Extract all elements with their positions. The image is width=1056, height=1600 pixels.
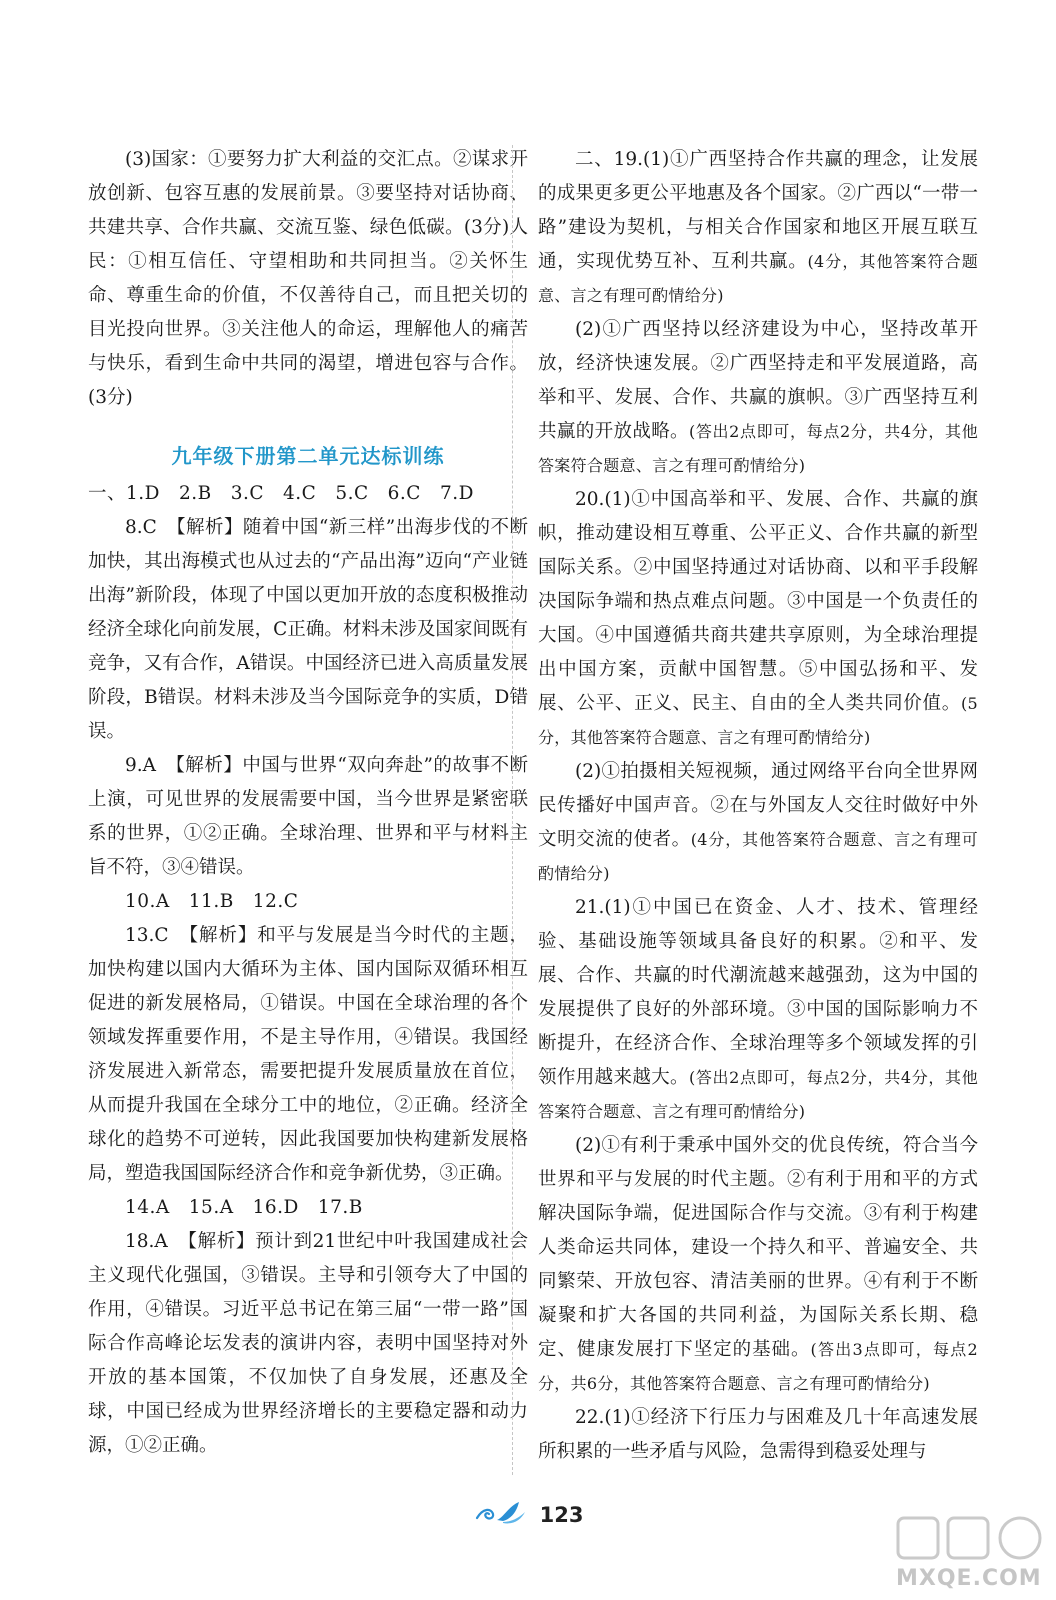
- answer-q21-2: [538, 1129, 978, 1401]
- butterfly-ornament-icon: [473, 1500, 529, 1530]
- scoring-note-q19-1: (4分，其他答案符合题意、言之有理可酌情给分): [538, 252, 978, 305]
- watermark-logo: [896, 1514, 1046, 1592]
- watermark-text: MXQE.COM: [896, 1566, 1042, 1591]
- answer-q19-2: [538, 313, 978, 483]
- answer-q18: 18.A 【解析】预计到21世纪中叶我国建成社会主义现代化强国，③错误。主导和引领夸大了中国的作用，④错误。习近平总书记在第三届“一带一路”国际合作高峰论坛发表的演讲内容，表明中国坚持对外开放的基本国策，不仅加快了自身发展，还惠及全球，中国已经成为世界经济增长的主要稳定器和动力源，①②正确。: [88, 1231, 528, 1456]
- answer-q22-1: 22.(1)①经济下行压力与困难及几十年高速发展所积累的一些矛盾与风险，急需得到稳妥处理与: [538, 1407, 978, 1462]
- answer-q21-1-text: 21.(1)①中国已在资金、人才、技术、管理经验、基础设施等领域具备良好的积累。②和平、发展、合作、共赢的时代潮流越来越强劲，这为中国的发展提供了良好的外部环境。③中国的国际影响力不断提升，在经济合作、全球治理等多个领域发挥的引领作用越来越大。: [538, 897, 978, 1088]
- answer-q20-2: [538, 755, 978, 891]
- left-column: [88, 143, 528, 1463]
- answer-q9: 9.A 【解析】中国与世界“双向奔赴”的故事不断上演，可见世界的发展需要中国，当今世界是紧密联系的世界，①②正确。全球治理、世界和平与材料主旨不符，③④错误。: [88, 755, 528, 878]
- paragraph-q17-3: (3)国家：①要努力扩大利益的交汇点。②谋求开放创新、包容互惠的发展前景。③要坚持对话协商、共建共享、合作共赢、交流互鉴、绿色低碳。(3分)人民：①相互信任、守望相助和共同担当。②关怀生命、尊重生命的价值，不仅善待自己，而且把关切的目光投向世界。③关注他人的命运，理解他人的痛苦与快乐，看到生命中共同的渴望，增进包容与合作。(3分): [88, 149, 528, 408]
- answer-q20-1: [538, 483, 978, 755]
- watermark-logo-icon: [896, 1514, 1046, 1562]
- answer-q13: 13.C 【解析】和平与发展是当今时代的主题，加快构建以国内大循环为主体、国内国际双循环相互促进的新发展格局，①错误。中国在全球治理的各个领域发挥重要作用，不是主导作用，④错误。我国经济发展进入新常态，需要把提升发展质量放在首位，从而提升我国在全球分工中的地位，②正确。经济全球化的趋势不可逆转，因此我国要加快构建新发展格局，塑造我国国际经济合作和竞争新优势，③正确。: [88, 925, 528, 1184]
- page-number: 123: [539, 1503, 584, 1527]
- answer-q19-1: [538, 143, 978, 313]
- scoring-note-q20-2: (4分，其他答案符合题意、言之有理可酌情给分): [538, 830, 978, 883]
- answer-q20-2-text: (2)①拍摄相关短视频，通过网络平台向全世界网民传播好中国声音。②在与外国友人交往时做好中外文明交流的使者。: [538, 761, 978, 850]
- scoring-note-q21-2: (答出3点即可，每点2分，共6分，其他答案符合题意、言之有理可酌情给分): [538, 1340, 978, 1393]
- answer-q19-1-text: 二、19.(1)①广西坚持合作共赢的理念，让发展的成果更多更公平地惠及各个国家。②广西以“一带一路”建设为契机，与相关合作国家和地区开展互联互通，实现优势互补、互利共赢。: [538, 149, 978, 272]
- answer-q21-1: [538, 891, 978, 1129]
- scoring-note-q20-1: (5分，其他答案符合题意、言之有理可酌情给分): [538, 694, 978, 747]
- mc-answers-14-17: 14.A 15.A 16.D 17.B: [125, 1197, 363, 1218]
- scoring-note-q19-2: (答出2点即可，每点2分，共4分，其他答案符合题意、言之有理可酌情给分): [538, 422, 978, 475]
- answer-q8: 8.C 【解析】随着中国“新三样”出海步伐的不断加快，其出海模式也从过去的“产品出海”迈向“产业链出海”新阶段，体现了中国以更加开放的态度积极推动经济全球化向前发展，C正确。材料未涉及国家间既有竞争，又有合作，A错误。中国经济已进入高质量发展阶段，B错误。材料未涉及当今国际竞争的实质，D错误。: [88, 517, 528, 742]
- answer-q19-2-text: (2)①广西坚持以经济建设为中心，坚持改革开放，经济快速发展。②广西坚持走和平发展道路，高举和平、发展、合作、共赢的旗帜。③广西坚持互利共赢的开放战略。: [538, 319, 978, 442]
- mc-answers-10-12: 10.A 11.B 12.C: [125, 891, 299, 912]
- answer-q21-2-text: (2)①有利于秉承中国外交的优良传统，符合当今世界和平与发展的时代主题。②有利于用和平的方式解决国际争端，促进国际合作与交流。③有利于构建人类命运共同体，建设一个持久和平、普遍安全、共同繁荣、开放包容、清洁美丽的世界。④有利于不断凝聚和扩大各国的共同利益，为国际关系长期、稳定、健康发展打下坚定的基础。: [538, 1135, 978, 1360]
- section-title: 九年级下册第二单元达标训练: [171, 444, 445, 468]
- mc-answers-1-7: 一、1.D 2.B 3.C 4.C 5.C 6.C 7.D: [88, 483, 474, 504]
- answer-q20-1-text: 20.(1)①中国高举和平、发展、合作、共赢的旗帜，推动建设相互尊重、公平正义、合作共赢的新型国际关系。②中国坚持通过对话协商、以和平手段解决国际争端和热点难点问题。③中国是一个负责任的大国。④中国遵循共商共建共享原则，为全球治理提出中国方案，贡献中国智慧。⑤中国弘扬和平、发展、公平、正义、民主、自由的全人类共同价值。: [538, 489, 978, 714]
- right-column: [538, 143, 978, 1469]
- column-divider: [512, 145, 513, 1475]
- scoring-note-q21-1: (答出2点即可，每点2分，共4分，其他答案符合题意、言之有理可酌情给分): [538, 1068, 978, 1121]
